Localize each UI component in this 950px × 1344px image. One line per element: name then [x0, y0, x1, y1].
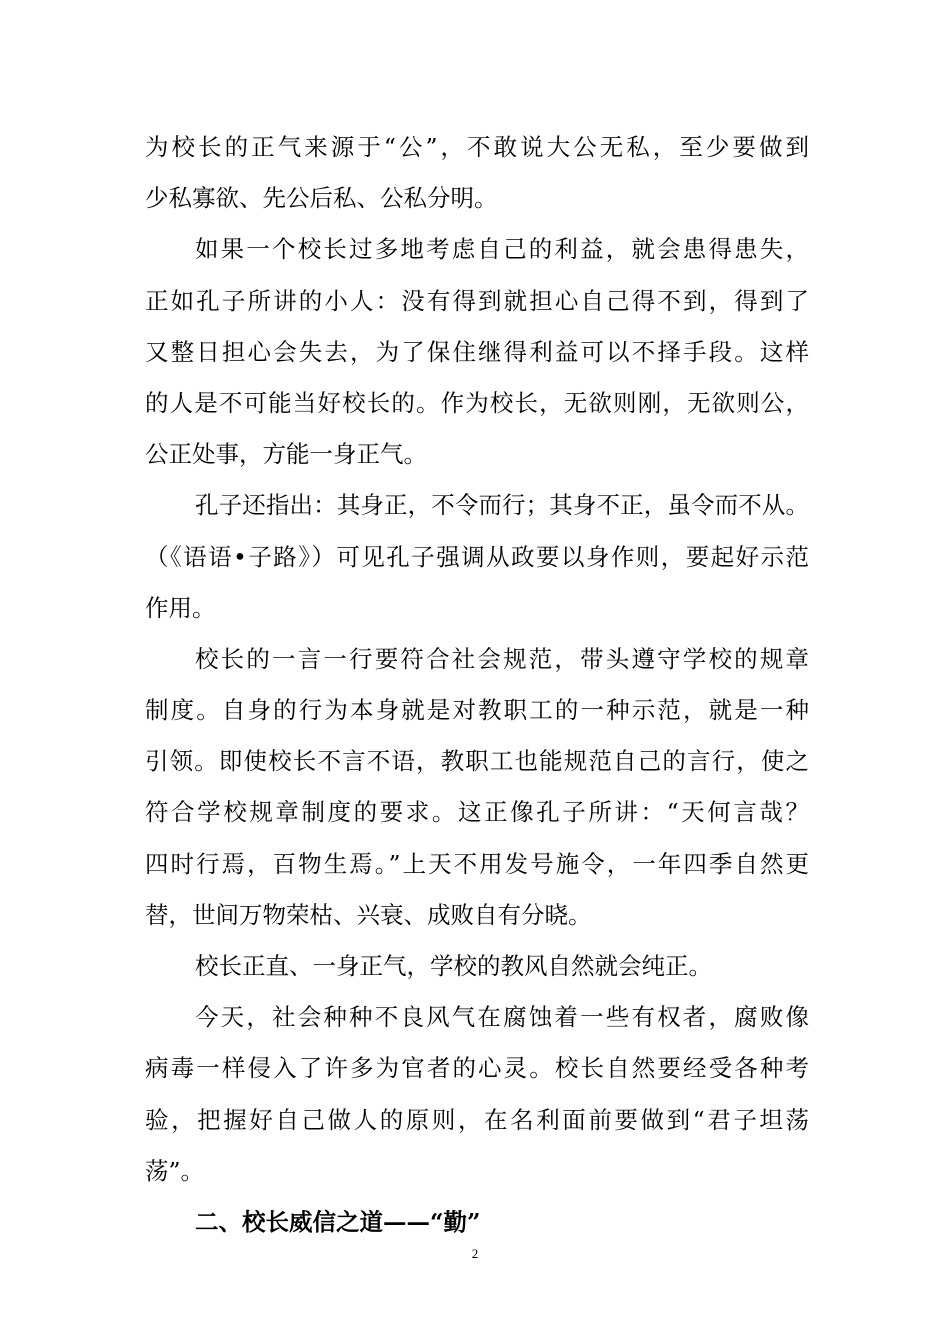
text-line: 制度。自身的行为本身就是对教职工的一种示范，就是一种	[145, 696, 809, 725]
section-heading: 二、校长威信之道——“勤”	[195, 1207, 481, 1236]
paragraph-first-line: 校长正直、一身正气，学校的教风自然就会纯正。	[195, 952, 712, 980]
text-line: 正如孔子所讲的小人：没有得到就担心自己得不到，得到了	[145, 286, 809, 315]
body-text	[145, 122, 809, 1248]
paragraph-first-line: 孔子还指出：其身正，不令而行；其身不正，虽令而不从。	[195, 491, 809, 520]
text-line: 公正处事，方能一身正气。	[145, 440, 427, 469]
text-line: 验，把握好自己做人的原则，在名利面前要做到“君子坦荡	[145, 1105, 809, 1134]
text-line: 为校长的正气来源于“公”，不敢说大公无私，至少要做到	[145, 133, 809, 161]
text-line: 四时行焉，百物生焉。”上天不用发号施令，一年四季自然更	[145, 849, 809, 878]
text-line: （《语语•子路》）可见孔子强调从政要以身作则，要起好示范	[145, 542, 809, 571]
text-line: 作用。	[145, 593, 216, 622]
text-line: 少私寡欲、先公后私、公私分明。	[145, 184, 498, 213]
paragraph-first-line: 今天，社会种种不良风气在腐蚀着一些有权者，腐败像	[195, 1003, 809, 1032]
paragraph-first-line: 如果一个校长过多地考虑自己的利益，就会患得患失，	[195, 235, 809, 264]
text-line: 又整日担心会失去，为了保住继得利益可以不择手段。这样	[145, 337, 809, 366]
text-line: 替，世间万物荣枯、兴衰、成败自有分晓。	[145, 900, 592, 929]
paragraph-first-line: 校长的一言一行要符合社会规范，带头遵守学校的规章	[195, 644, 809, 673]
text-line: 的人是不可能当好校长的。作为校长，无欲则刚，无欲则公，	[145, 388, 809, 417]
text-line: 病毒一样侵入了许多为官者的心灵。校长自然要经受各种考	[145, 1054, 809, 1083]
text-line: 引领。即使校长不言不语，教职工也能规范自己的言行，使之	[145, 747, 809, 776]
page-number: 2	[471, 1246, 479, 1261]
text-line: 荡”。	[145, 1156, 205, 1185]
text-line: 符合学校规章制度的要求。这正像孔子所讲：“天何言哉？	[145, 798, 809, 827]
